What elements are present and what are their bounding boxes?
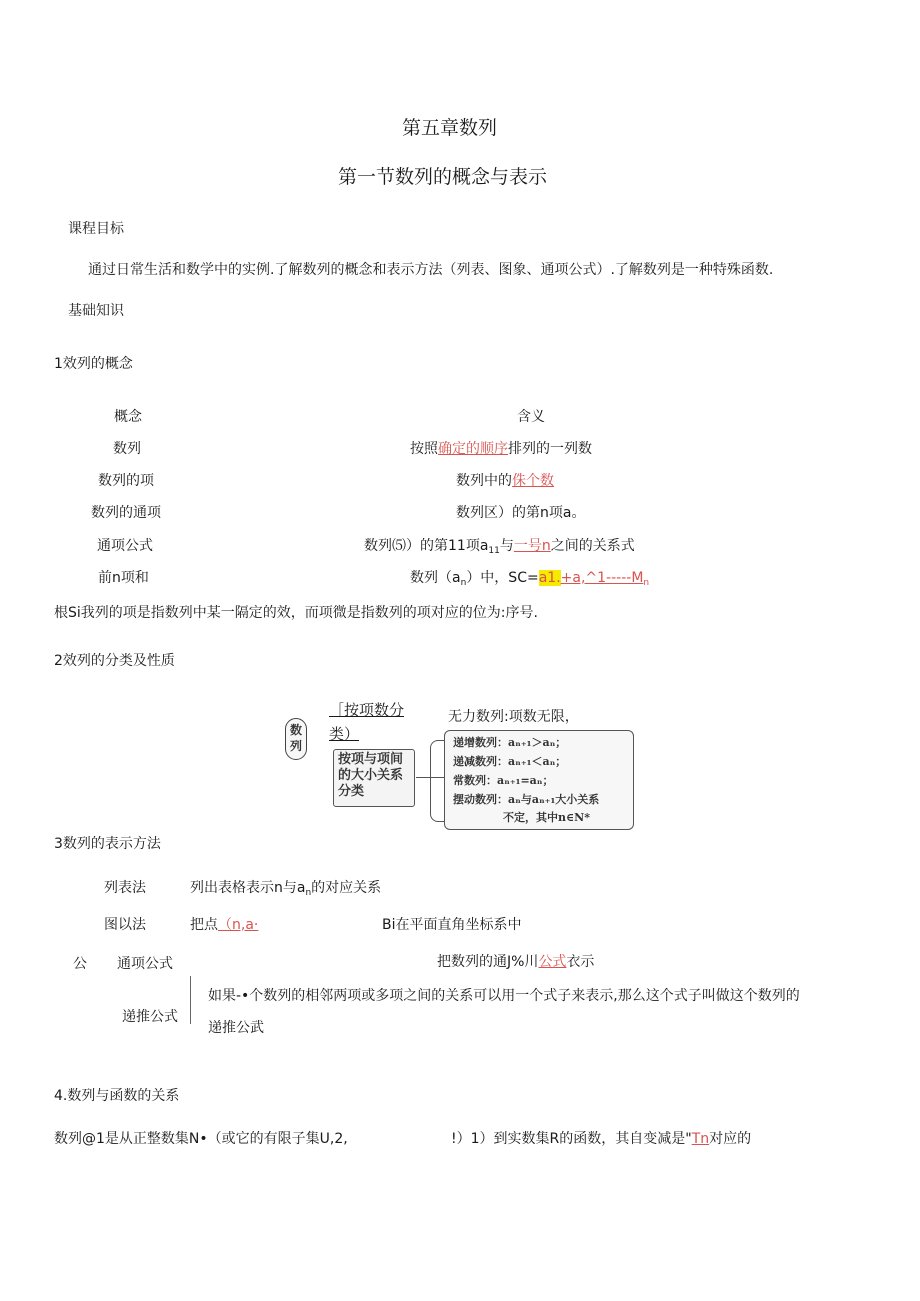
general-formula-label: 通项公式 [117,956,173,972]
basics-heading: 基础知识 [68,303,124,319]
table-meaning: 数列中的侏个数 [456,473,554,489]
by-size-box: 按项与项间的大小关系分类 [333,749,415,807]
oscillating-line: 摆动数列：aₙ与aₙ₊₁大小关系 [453,793,600,806]
formula-divider [190,976,192,1024]
course-goal-heading: 课程目标 [68,221,124,237]
table-term: 数列的项 [98,473,154,489]
monotonic-types-box [444,730,634,830]
table-term: 数列的通项 [91,505,161,521]
brace [430,740,445,822]
recursive-formula-text-2: 递推公武 [208,1020,264,1036]
graph-method-label: 图以法 [104,917,146,933]
section-4-heading: 4.数列与函数的关系 [54,1088,180,1104]
table-header-meaning: 含义 [517,409,545,425]
function-relation-text-1: 数列@1是从正整数集N•（或它的有限子集U,2, [54,1131,348,1147]
section-1-heading: 1效列的概念 [54,356,133,372]
list-method-text: 列出表格表示n与$a_n$的对应关系 [190,880,382,898]
list-method-label: 列表法 [104,880,146,896]
table-term: 前n项和 [98,570,149,586]
formula-method-label: 公 [73,956,87,972]
recursive-formula-text-1: 如果-•个数列的相邻两项或多项之间的关系可以用一个式子来表示,那么这个式子叫做这个数列的 [208,988,800,1004]
section-title: 第一节数列的概念与表示 [338,166,548,188]
section-3-heading: 3数列的表示方法 [54,836,161,852]
graph-method-text-2: Bi在平面直角坐标系中 [382,917,522,933]
infinite-sequence-text: 无力数列:项数无限， [448,709,579,725]
oscillating-line-2: 不定，其中n∈N* [503,811,590,824]
sequence-oval: 数列 [285,718,307,760]
chapter-title: 第五章数列 [402,117,498,139]
graph-method-text: 把点（n,a· [190,917,259,933]
section-2-heading: 2效列的分类及性质 [54,653,175,669]
constant-line: 常数列：aₙ₊₁=aₙ； [453,774,554,787]
function-relation-text-2: !）1）到实数集R的函数，其自变减是"Tn对应的 [451,1131,752,1147]
by-count-label: ［按项数分类） [329,701,405,743]
table-term: 数列 [113,441,141,457]
recursive-formula-label: 递推公式 [122,1009,178,1025]
table-meaning: 数列$(a_n)$中，$SC=a1.+a,\^{}1-----M_n$ [410,570,650,588]
table-meaning: 按照确定的顺序排列的一列数 [410,441,592,457]
table-header-concept: 概念 [114,409,142,425]
general-formula-text: 把数列的通J%川公式衣示 [437,954,595,970]
decreasing-line: 递减数列：aₙ₊₁＜aₙ； [453,755,567,768]
course-goal-text: 通过日常生活和数学中的实例.了解数列的概念和表示方法（列表、图象、通项公式）.了解数列是一种特殊函数. [88,262,774,278]
table-term: 通项公式 [97,538,153,554]
note-line: 根Si我列的项是指数列中某一隔定的效，而项微是指数列的项对应的位为:序号. [54,605,538,621]
increasing-line: 递增数列：aₙ₊₁＞aₙ； [453,736,567,749]
table-meaning: 数列⑸）的第11项$a_{11}$与一号n之间的关系式 [364,538,635,556]
table-meaning: 数列区）的第n项a。 [456,505,586,521]
